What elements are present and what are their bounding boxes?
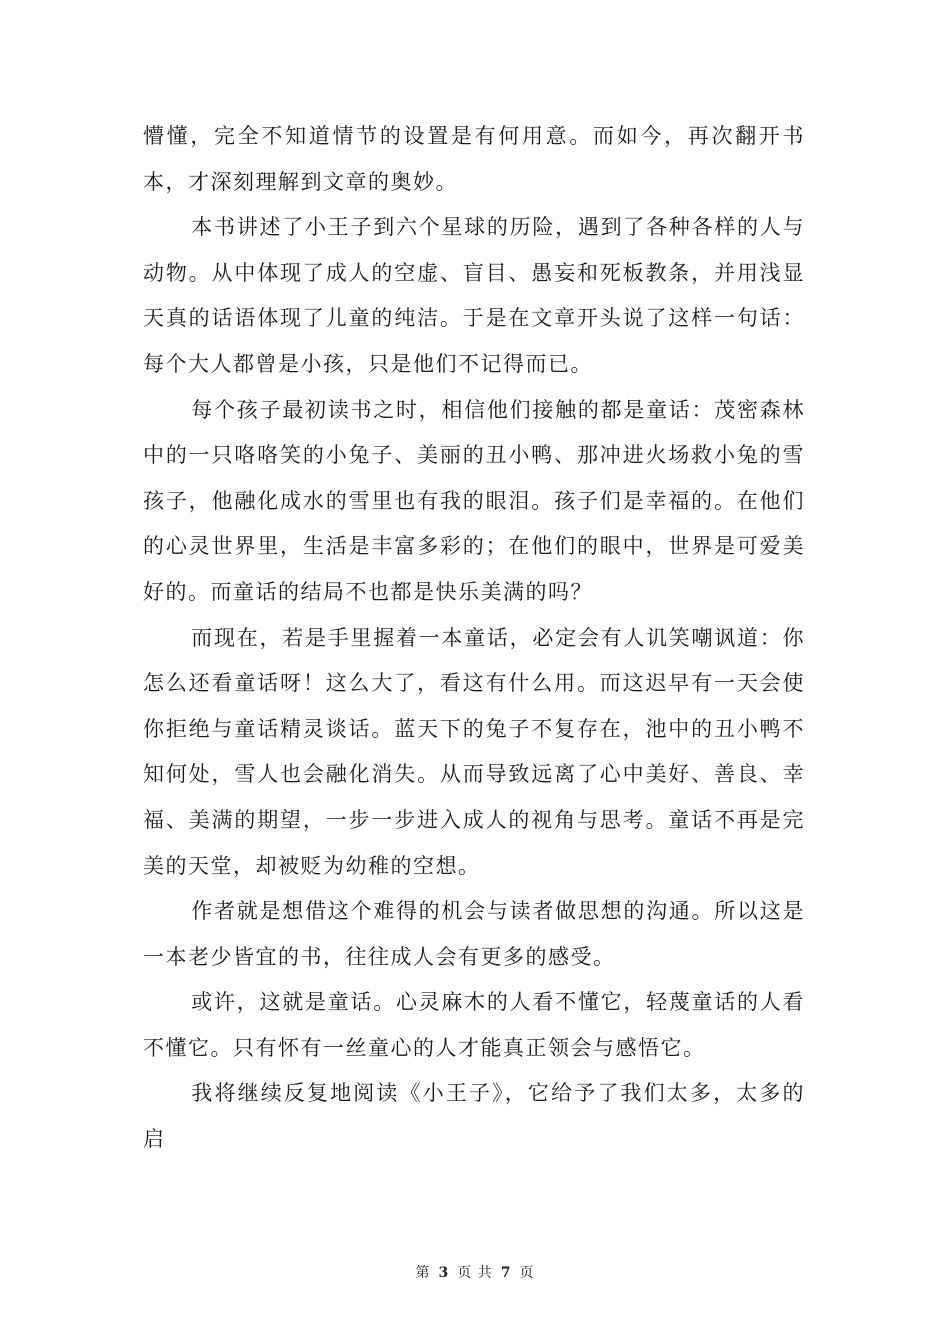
footer-suffix: 页: [519, 1265, 535, 1281]
paragraph-6: 或许，这就是童话。心灵麻木的人看不懂它，轻蔑童话的人看不懂它。只有怀有一丝童心的人才能真正领会与感悟它。: [143, 990, 805, 1060]
paragraph-4: 而现在，若是手里握着一本童话，必定会有人讥笑嘲讽道：你怎么还看童话呀！这么大了，看这有什么用。而这迟早有一天会使你拒绝与童话精灵谈话。蓝天下的兔子不复存在，池中的丑小鸭不知何处，雪人也会融化消失。从而导致远离了心中美好、善良、幸福、美满的期望，一步一步进入成人的视角与思考。童话不再是完美的天堂，却被贬为幼稚的空想。: [143, 625, 805, 878]
footer-prefix: 第: [415, 1265, 431, 1281]
current-page-number: 3: [438, 1265, 450, 1281]
paragraph-2: 本书讲述了小王子到六个星球的历险，遇到了各种各样的人与动物。从中体现了成人的空虚、盲目、愚妄和死板教条，并用浅显天真的话语体现了儿童的纯洁。于是在文章开头说了这样一句话：每个大人都曾是小孩，只是他们不记得而已。: [143, 215, 805, 376]
paragraph-3: 每个孩子最初读书之时，相信他们接触的都是童话：茂密森林中的一只咯咯笑的小兔子、美丽的丑小鸭、那冲进火场救小兔的雪孩子，他融化成水的雪里也有我的眼泪。孩子们是幸福的。在他们的心灵世界里，生活是丰富多彩的；在他们的眼中，世界是可爱美好的。而童话的结局不也都是快乐美满的吗？: [143, 397, 805, 604]
document-body: [143, 114, 805, 1163]
footer-middle: 页 共: [457, 1265, 493, 1281]
page-footer: [0, 1262, 950, 1282]
paragraph-1: 懵懂，完全不知道情节的设置是有何用意。而如今，再次翻开书本，才深刻理解到文章的奥妙。: [143, 124, 805, 194]
paragraph-5: 作者就是想借这个难得的机会与读者做思想的沟通。所以这是一本老少皆宜的书，往往成人会有更多的感受。: [143, 899, 805, 969]
paragraph-7: 我将继续反复地阅读《小王子》，它给予了我们太多，太多的启: [143, 1081, 805, 1152]
total-pages-number: 7: [500, 1265, 512, 1281]
